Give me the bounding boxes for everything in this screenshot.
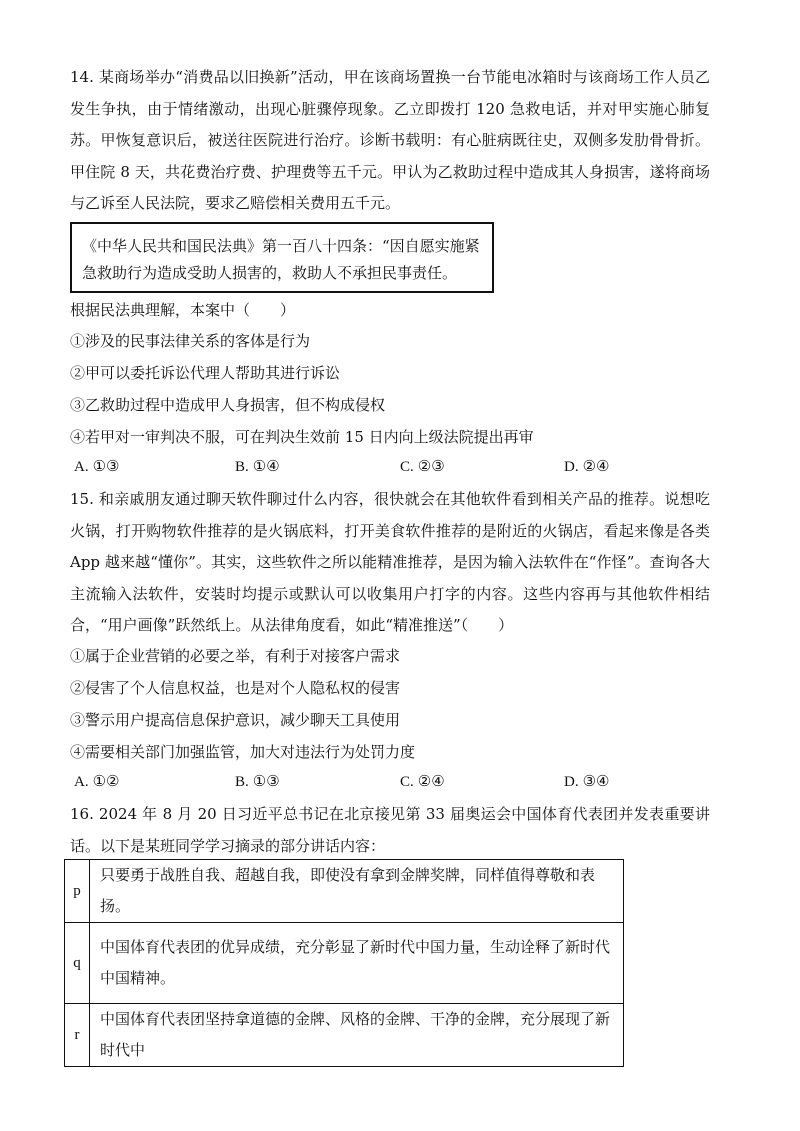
q14-statement-4: ④若甲对一审判决不服，可在判决生效前 15 日内向上级法院提出再审 — [70, 428, 534, 446]
q14-choice-c[interactable]: C. ②③ — [400, 457, 445, 475]
q15-choices — [70, 771, 710, 791]
q15-choice-b[interactable]: B. ①③ — [235, 772, 280, 790]
q14-law-quote-box — [70, 222, 494, 293]
q15-statement-4: ④需要相关部门加强监管，加大对违法行为处罚力度 — [70, 743, 416, 761]
q14-statement-3: ③乙救助过程中造成甲人身损害，但不构成侵权 — [70, 396, 386, 414]
row-key-r: r — [65, 1004, 90, 1067]
q14-stem: 14. 某商场举办“消费品以旧换新”活动，甲在该商场置换一台节能电冰箱时与该商场工作人员乙发生争执，由于情绪激动，出现心脏骤停现象。乙立即拨打 120 急救电话，并对甲实施心肺复苏。甲恢复意识后，被送往医院进行治疗。诊断书载明：有心脏病既往史，双侧多发肋骨骨折。甲住院 8 天，共花费治疗费、护理费等五千元。甲认为乙救助过程中造成其人身损害，遂将商场与乙诉至人民法院，要求乙赔偿相关费用五千元。 — [70, 68, 710, 212]
q14-choice-a[interactable]: A. ①③ — [74, 457, 120, 475]
table-row — [65, 860, 624, 923]
q16-excerpt-table — [64, 859, 624, 1067]
table-row — [65, 1004, 624, 1067]
q14-statement-2: ②甲可以委托诉讼代理人帮助其进行诉讼 — [70, 364, 341, 382]
q15-statement-3: ③警示用户提高信息保护意识，减少聊天工具使用 — [70, 711, 401, 729]
row-key-p: p — [65, 860, 90, 923]
q14-law-quote: 《中华人民共和国民法典》第一百八十四条：“因自愿实施紧急救助行为造成受助人损害的，救助人不承担民事责任。 — [82, 237, 480, 282]
q16-stem: 16. 2024 年 8 月 20 日习近平总书记在北京接见第 33 届奥运会中国体育代表团并发表重要讲话。以下是某班同学学习摘录的部分讲话内容： — [70, 805, 710, 855]
q15-choice-d[interactable]: D. ③④ — [564, 772, 610, 790]
q15-statement-1: ①属于企业营销的必要之举，有利于对接客户需求 — [70, 647, 401, 665]
row-text-q: 中国体育代表团的优异成绩，充分彰显了新时代中国力量，生动诠释了新时代中国精神。 — [90, 923, 624, 1004]
q15-stem: 15. 和亲戚朋友通过聊天软件聊过什么内容，很快就会在其他软件看到相关产品的推荐。说想吃火锅，打开购物软件推荐的是火锅底料，打开美食软件推荐的是附近的火锅店，看起来像是各类 App 越来越“懂你”。其实，这些软件之所以能精准推荐，是因为输入法软件在“作怪”。查询各大主流输入法软件，安装时均提示或默认可以收集用户打字的内容。这些内容再与其他软件相结合，“用户画像”跃然纸上。从法律角度看，如此“精准推送”（ ） — [70, 490, 710, 634]
q15-statement-2: ②侵害了个人信息权益，也是对个人隐私权的侵害 — [70, 679, 401, 697]
q15-choice-c[interactable]: C. ②④ — [400, 772, 445, 790]
q14-question: 根据民法典理解，本案中（ ） — [70, 301, 296, 319]
row-key-q: q — [65, 923, 90, 1004]
row-text-p: 只要勇于战胜自我、超越自我，即使没有拿到金牌奖牌，同样值得尊敬和表扬。 — [90, 860, 624, 923]
row-text-r: 中国体育代表团坚持拿道德的金牌、风格的金牌、干净的金牌，充分展现了新时代中 — [90, 1004, 624, 1067]
q14-choices — [70, 456, 710, 476]
q14-choice-d[interactable]: D. ②④ — [564, 457, 610, 475]
table-row — [65, 923, 624, 1004]
q14-choice-b[interactable]: B. ①④ — [235, 457, 280, 475]
q14-statement-1: ①涉及的民事法律关系的客体是行为 — [70, 332, 311, 350]
q15-choice-a[interactable]: A. ①② — [74, 772, 120, 790]
